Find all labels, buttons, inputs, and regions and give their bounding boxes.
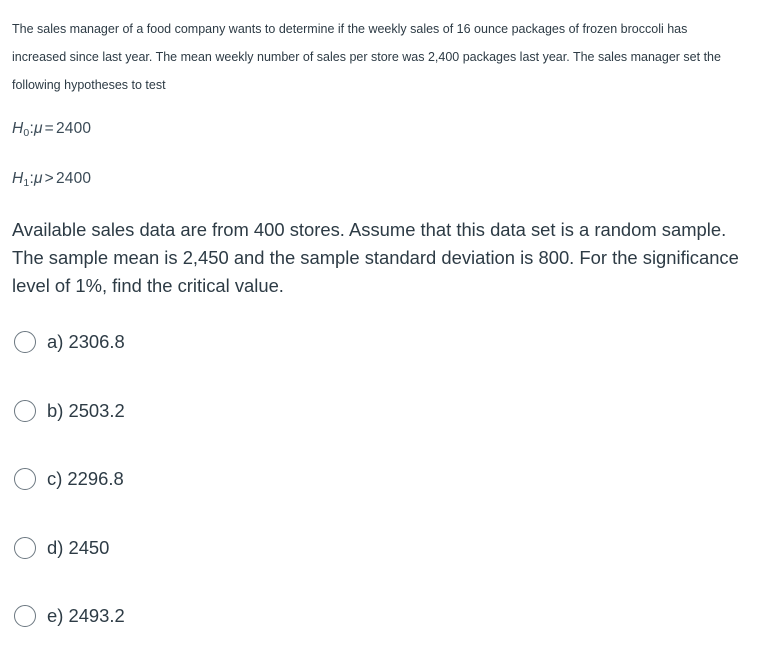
null-hypothesis	[12, 120, 91, 139]
radio-button-c[interactable]	[14, 468, 36, 490]
hypothesis-separator: :	[29, 170, 34, 187]
answer-label-b[interactable]: b) 2503.2	[47, 400, 125, 421]
answer-label-a[interactable]: a) 2306.8	[47, 331, 125, 352]
answer-option-a[interactable]	[14, 328, 125, 356]
hypothesis-value: 2400	[55, 170, 92, 187]
answer-option-e[interactable]	[14, 602, 125, 630]
mu-symbol: μ	[33, 120, 43, 137]
answer-option-d[interactable]	[14, 534, 109, 562]
question-intro: The sales manager of a food company wants to determine if the weekly sales of 16 ounce packages of frozen broccoli has increased since last year. The mean weekly number of sales per store was 2,400 packages last year. The sales manager set the following hypotheses to test	[12, 22, 721, 92]
radio-button-a[interactable]	[14, 331, 36, 353]
question-body: Available sales data are from 400 stores. Assume that this data set is a random sample. The sample mean is 2,450 and the sample standard deviation is 800. For the significance level of 1%, find the critical value.	[12, 219, 739, 296]
answer-label-c[interactable]: c) 2296.8	[47, 468, 124, 489]
answer-option-c[interactable]	[14, 465, 124, 493]
hypothesis-operator: =	[44, 120, 54, 137]
radio-button-b[interactable]	[14, 400, 36, 422]
mu-symbol: μ	[33, 170, 43, 187]
hypothesis-symbol: H	[12, 170, 24, 187]
hypothesis-operator: >	[44, 170, 54, 187]
answer-label-e[interactable]: e) 2493.2	[47, 605, 125, 626]
hypothesis-subscript: 0	[23, 127, 30, 139]
radio-button-e[interactable]	[14, 605, 36, 627]
answer-label-d[interactable]: d) 2450	[47, 537, 110, 558]
radio-button-d[interactable]	[14, 537, 36, 559]
hypothesis-symbol: H	[12, 120, 24, 137]
answer-option-b[interactable]	[14, 397, 125, 425]
hypothesis-subscript: 1	[23, 177, 30, 189]
alternative-hypothesis	[12, 170, 91, 189]
hypothesis-separator: :	[29, 120, 34, 137]
hypothesis-value: 2400	[55, 120, 92, 137]
